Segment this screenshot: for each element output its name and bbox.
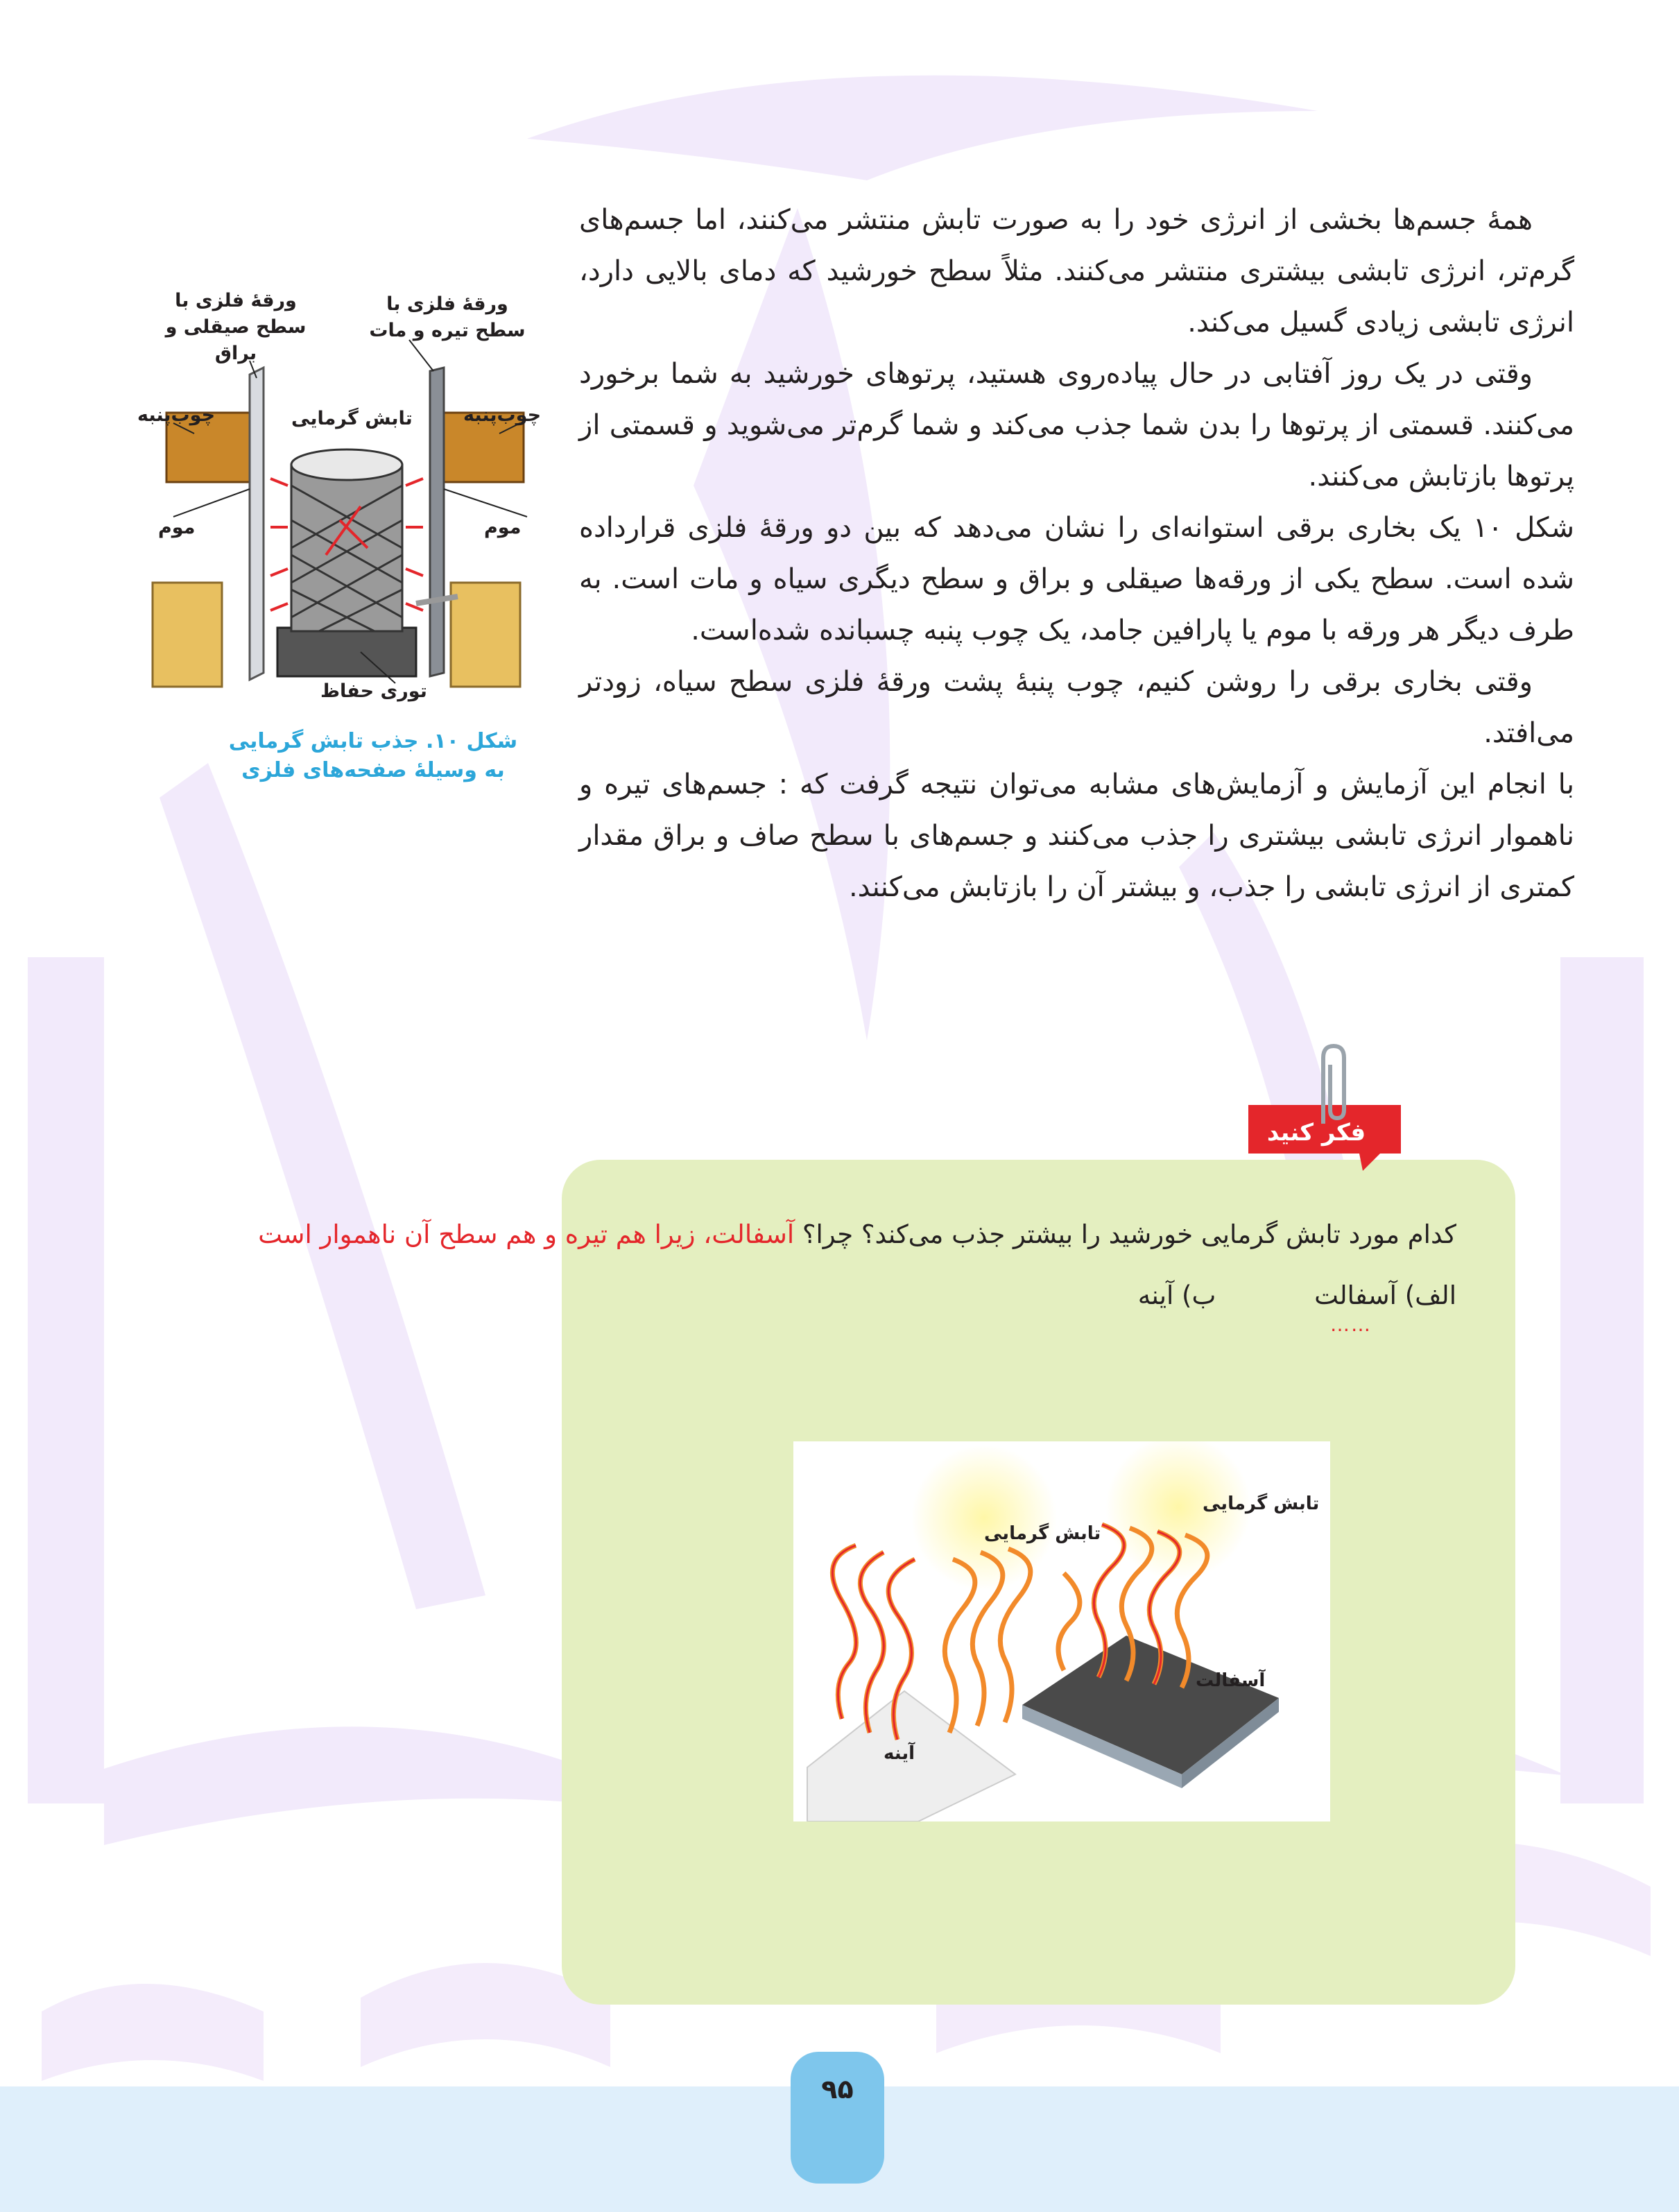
figure-label-wax-left: موم <box>158 517 196 538</box>
figure-label-cork-right: چوب‌پنبه <box>463 404 542 426</box>
figure-label-guard: توری حفاظ <box>320 680 427 702</box>
body-text <box>579 194 1574 913</box>
photo-label-radiation-left: تابش گرمایی <box>984 1523 1101 1544</box>
mirror-asphalt-photo <box>793 1441 1330 1821</box>
figure-label-dark-sheet: ورقهٔ فلزی با سطح تیره و مات <box>369 293 526 341</box>
paragraph-4: وقتی بخاری برقی را روشن کنیم، چوب پنبهٔ پشت ورقهٔ فلزی سطح سیاه، زودتر می‌افتد. <box>579 666 1574 749</box>
option-a: الف) آسفالت <box>1314 1280 1456 1310</box>
answer-options <box>763 1275 1456 1317</box>
figure-label-wax-right: موم <box>484 517 522 538</box>
question-answer: آسفالت، زیرا هم تیره و هم سطح آن ناهموار است <box>258 1219 795 1249</box>
paragraph-2: وقتی در یک روز آفتابی در حال پیاده‌روی هستید، پرتوهای خورشید به شما برخورد می‌کنند. قسمتی از پرتوها را بدن شما جذب می‌کند و شما گرم‌تر می‌شوید و قسمتی از پرتوها بازتابش می‌کنند. <box>579 358 1574 492</box>
photo-label-radiation-right: تابش گرمایی <box>1203 1493 1320 1514</box>
photo-label-asphalt: آسفالت <box>1196 1670 1266 1691</box>
answer-marker: …… <box>1330 1313 1372 1336</box>
photo-label-mirror: آینه <box>884 1743 915 1764</box>
think-question <box>250 1214 1456 1255</box>
page-number-tab <box>791 2052 884 2184</box>
figure-label-cork-left: چوب‌پنبه <box>137 404 216 426</box>
figure-label-radiation: تابش گرمایی <box>291 408 413 429</box>
paragraph-1: همهٔ جسم‌ها بخشی از انرژی خود را به صورت تابش منتشر می‌کنند، اما جسم‌های گرم‌تر، انرژی تابشی بیشتری منتشر می‌کنند. مثلاً سطح خورشید که دمای بالایی دارد، انرژی تابشی زیادی گسیل می‌کند. <box>579 204 1574 338</box>
page-number: ۹۵ <box>821 2074 854 2104</box>
question-text: کدام مورد تابش گرمایی خورشید را بیشتر جذب می‌کند؟ چرا؟ <box>802 1219 1456 1249</box>
figure-label-shiny-sheet: ورقهٔ فلزی با سطح صیقلی و براق <box>165 290 307 364</box>
think-tab-label: فکر کنید <box>1266 1119 1366 1147</box>
paragraph-3: شکل ۱۰ یک بخاری برقی استوانه‌ای را نشان می‌دهد که بین دو ورقهٔ فلزی قرارداده شده است. سطح یکی از ورقه‌ها صیقلی و براق و سطح دیگری سیاه و مات است. به طرف دیگر هر ورقه با موم یا پارافین جامد، یک چوب پنبه چسبانده شده‌است. <box>579 512 1574 646</box>
paragraph-5: با انجام این آزمایش و آزمایش‌های مشابه می‌توان نتیجه گرفت که : جسم‌های تیره و ناهموار انرژی تابشی بیشتری را جذب می‌کنند و جسم‌های با سطح صاف و براق مقدار کمتری از انرژی تابشی را جذب، و بیشتر آن را بازتابش می‌کنند. <box>579 769 1574 903</box>
figure-10-caption: شکل ۱۰. جذب تابش گرمایی به وسیلهٔ صفحه‌های فلزی <box>228 729 518 782</box>
option-b: ب) آینه <box>1137 1280 1216 1310</box>
